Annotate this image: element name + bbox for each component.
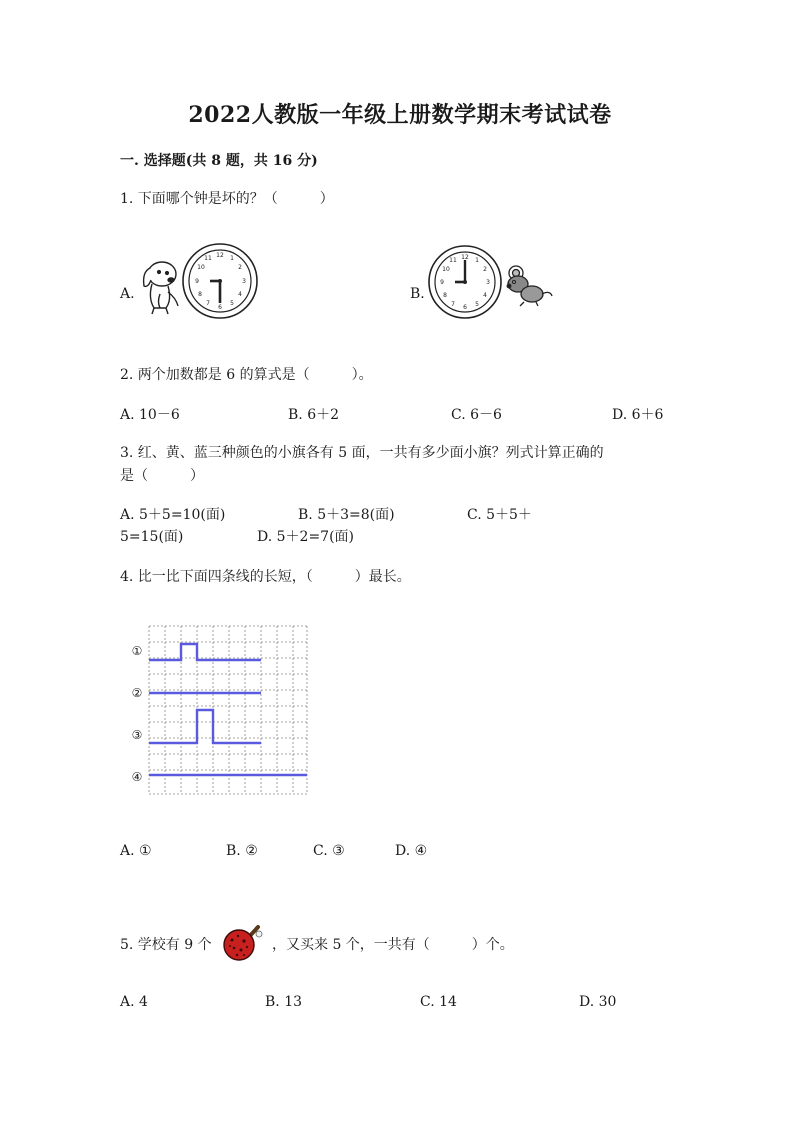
svg-text:10: 10 xyxy=(197,264,205,271)
svg-text:9: 9 xyxy=(195,278,199,285)
mouse-icon xyxy=(500,264,554,308)
q2-option-c: C. 6－6 xyxy=(451,407,502,423)
svg-text:6: 6 xyxy=(218,304,222,311)
svg-text:8: 8 xyxy=(443,292,447,299)
question-1-stem: 1. 下面哪个钟是坏的？（ ） xyxy=(120,191,334,207)
line-label-1: ① xyxy=(131,644,143,658)
line-label-2: ② xyxy=(131,686,143,700)
q4-option-d: D. ④ xyxy=(395,843,428,859)
svg-text:6: 6 xyxy=(463,304,467,311)
question-4-stem: 4. 比一比下面四条线的长短，（ ）最长。 xyxy=(120,569,411,585)
dog-icon xyxy=(138,258,182,316)
q5-option-c: C. 14 xyxy=(420,994,457,1010)
q2-option-b: B. 6＋2 xyxy=(288,407,340,423)
svg-text:1: 1 xyxy=(475,257,479,264)
question-3-stem-line2: 是（ ） xyxy=(120,468,204,484)
section-heading: 一. 选择题(共 8 题，共 16 分) xyxy=(120,153,318,169)
svg-text:4: 4 xyxy=(483,292,487,299)
line-label-3: ③ xyxy=(131,728,143,742)
svg-text:12: 12 xyxy=(216,252,224,259)
svg-text:11: 11 xyxy=(449,257,457,264)
q4-option-a: A. ① xyxy=(120,843,152,859)
svg-text:2: 2 xyxy=(483,266,487,273)
clock-b-icon xyxy=(427,244,503,320)
question-5-stem-before: 5. 学校有 9 个 xyxy=(120,937,212,953)
svg-text:5: 5 xyxy=(230,300,234,307)
q5-option-d: D. 30 xyxy=(579,994,617,1010)
q3-option-b: B. 5＋3=8(面) xyxy=(298,507,395,523)
svg-text:4: 4 xyxy=(238,291,242,298)
svg-text:1: 1 xyxy=(230,255,234,262)
question-5-stem-after: ，又买来 5 个，一共有（ ）个。 xyxy=(272,937,514,953)
q4-option-c: C. ③ xyxy=(313,843,345,859)
q3-option-c-part1: C. 5＋5＋ xyxy=(467,507,532,523)
line-1 xyxy=(149,644,261,660)
q3-option-d: D. 5＋2=7(面) xyxy=(257,529,355,545)
line-comparison-grid xyxy=(128,624,310,796)
svg-text:7: 7 xyxy=(451,301,455,308)
svg-text:12: 12 xyxy=(461,254,469,261)
q3-option-c-part2: 5=15(面) xyxy=(120,529,184,545)
svg-text:11: 11 xyxy=(204,255,212,262)
grid-lines xyxy=(149,626,307,794)
q2-option-d: D. 6＋6 xyxy=(612,407,664,423)
q1-option-b-label: B. xyxy=(410,286,425,302)
q4-option-b: B. ② xyxy=(226,843,258,859)
ping-pong-paddle-icon xyxy=(222,920,264,964)
svg-text:7: 7 xyxy=(206,300,210,307)
question-3-stem-line1: 3. 红、黄、蓝三种颜色的小旗各有 5 面，一共有多少面小旗？列式计算正确的 xyxy=(120,445,604,461)
q1-option-a-label: A. xyxy=(120,286,135,302)
clock-a-icon xyxy=(181,242,259,320)
svg-text:9: 9 xyxy=(440,279,444,286)
page-title: 2022人教版一年级上册数学期末考试试卷 xyxy=(188,102,612,128)
svg-text:3: 3 xyxy=(242,278,246,285)
q3-option-a: A. 5＋5=10(面) xyxy=(120,507,226,523)
q2-option-a: A. 10－6 xyxy=(120,407,180,423)
svg-text:2: 2 xyxy=(238,264,242,271)
svg-text:3: 3 xyxy=(486,279,490,286)
question-2-stem: 2. 两个加数都是 6 的算式是（ ）。 xyxy=(120,367,373,383)
svg-text:8: 8 xyxy=(198,291,202,298)
svg-text:10: 10 xyxy=(442,266,450,273)
line-label-4: ④ xyxy=(131,770,143,784)
q5-option-a: A. 4 xyxy=(120,994,148,1010)
svg-text:5: 5 xyxy=(475,301,479,308)
q5-option-b: B. 13 xyxy=(265,994,303,1010)
